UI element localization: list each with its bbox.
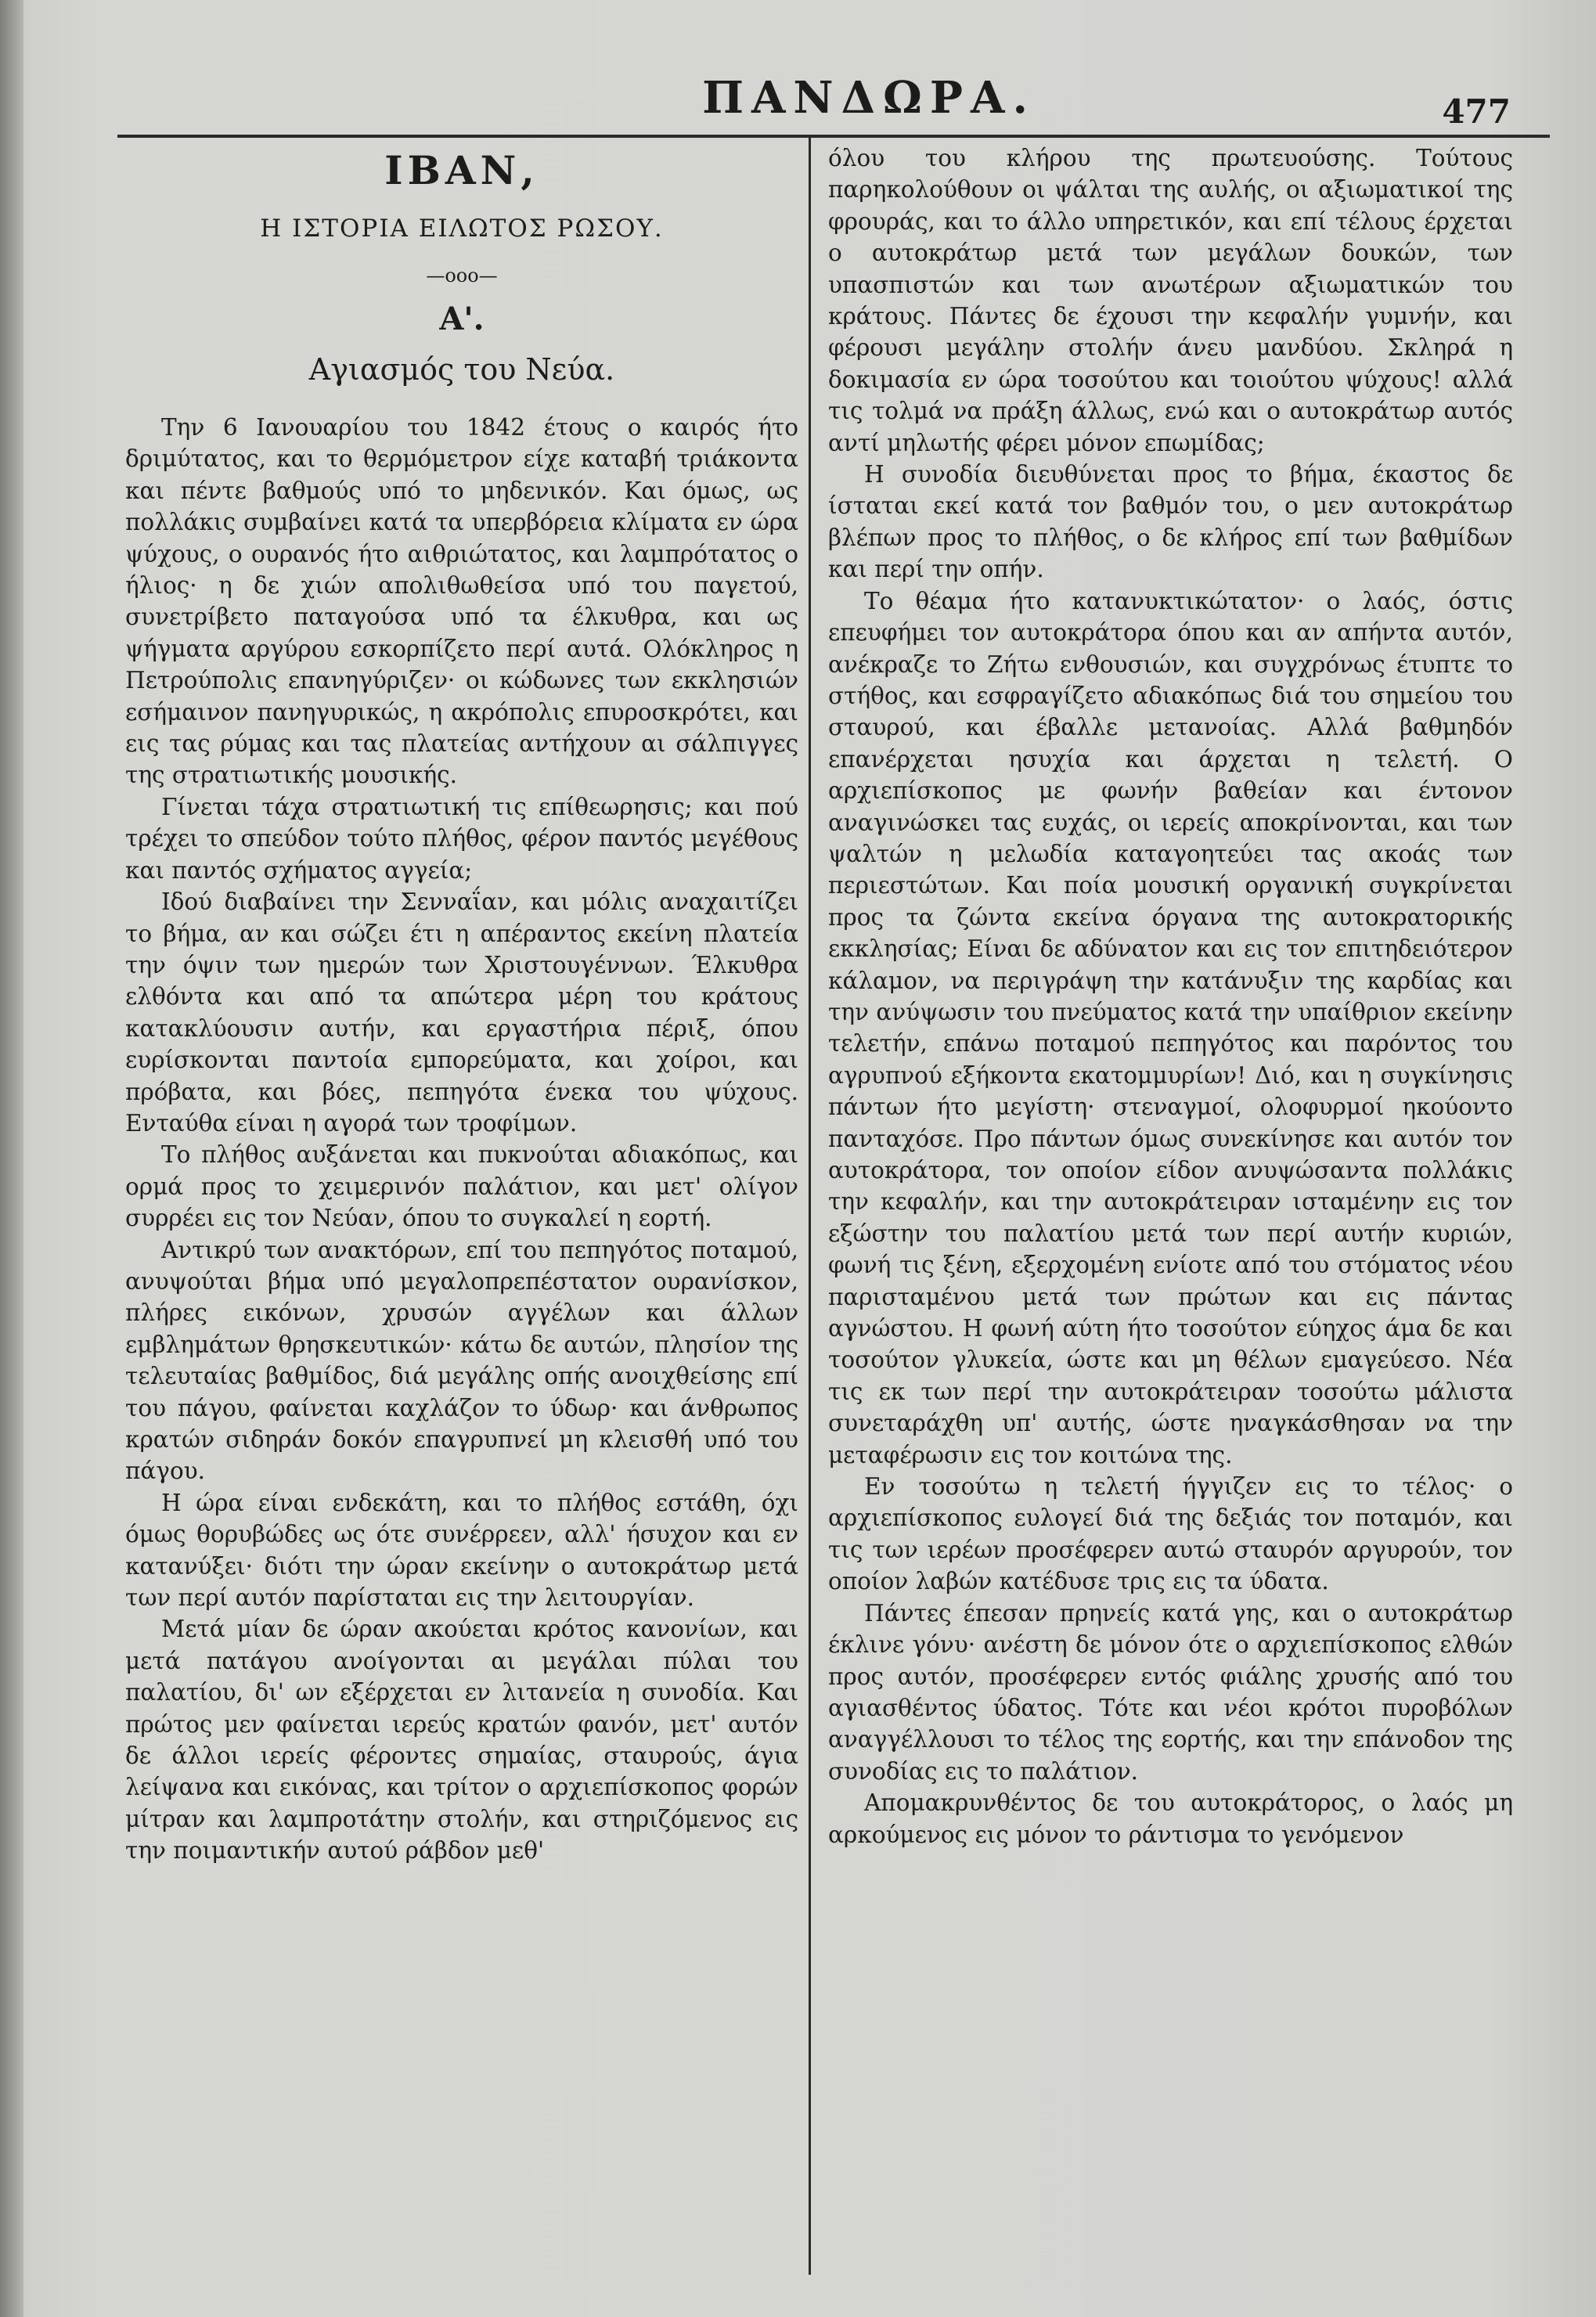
paragraph: Μετά μίαν δε ώραν ακούεται κρότος κανονίων, και μετά πατάγου ανοίγονται αι μεγάλαι πύλαι του παλατίου, δι' ων εξέρχεται εν λιτανεία η συνοδία. Και πρώτος μεν φαίνεται ιερεύς κρατών φανόν, μετ' αυτόν δε άλλοι ιερείς φέροντες σημαίας, σταυρούς, άγια λείψανα και εικόνας, και τρίτον ο αρχιεπίσκοπος φορών μίτραν και λαμπροτάτην στολήν, και στηριζόμενος εις την ποιμαντικήν αυτού ράβδον μεθ' (125, 1616, 798, 1865)
right-column (828, 142, 1513, 1850)
paragraph: Πάντες έπεσαν πρηνείς κατά γης, και ο αυτοκράτωρ έκλινε γόνυ· ανέστη δε μόνον ότε ο αρχιεπίσκοπος ελθών προς αυτόν, προσέφερεν εντός φιάλης χρυσής από του αγιασθέντος ύδατος. Τότε και νέοι κρότοι πυροβόλων αναγγέλλουσι το τέλος της εορτής, και την επάνοδον της συνοδίας εις το παλάτιον. (828, 1599, 1513, 1785)
column-divider (809, 138, 811, 2275)
paragraph: Απομακρυνθέντος δε του αυτοκράτορος, ο λαός μη αρκούμενος εις μόνον το ράντισμα το γενόμενον (828, 1789, 1513, 1848)
left-column (125, 142, 798, 1867)
page-number: 477 (1442, 92, 1511, 131)
paragraph: Το πλήθος αυξάνεται και πυκνούται αδιακόπως, και ορμά προς το χειμερινόν παλάτιον, και μετ' ολίγον συρρέει εις τον Νεύαν, όπου το συγκαλεί η εορτή. (125, 1141, 798, 1232)
binding-spine (0, 0, 23, 2317)
paragraph: Την 6 Ιανουαρίου του 1842 έτους ο καιρός ήτο δριμύτατος, και το θερμόμετρον είχε καταβή τριάκοντα και πέντε βαθμούς υπό το μηδενικόν. Και όμως, ως πολλάκις συμβαίνει κατά τα υπερβόρεια κλίματα εν ώρα ψύχους, ο ουρανός ήτο αιθριώτατος, και λαμπρότατος ο ήλιος· η δε χιών απολιθωθείσα υπό του παγετού, συνετρίβετο παταγούσα υπό τα έλκυθρα, και ως ψήγματα αργύρου εσκορπίζετο περί αυτά. Ολόκληρος η Πετρούπολις επανηγύριζεν· οι κώδωνες των εκκλησιών εσήμαινον πανηγυρικώς, η ακρόπολις επυροσκρότει, και εις τας ρύμας και τας πλατείας αντήχουν αι σάλπιγγες της στρατιωτικής μουσικής. (125, 414, 798, 789)
paragraph: Η συνοδία διευθύνεται προς το βήμα, έκαστος δε ίσταται εκεί κατά τον βαθμόν του, ο μεν αυτοκράτωρ βλέπων προς το πλήθος, ο δε κλήρος επί των βαθμίδων και περί την οπήν. (828, 461, 1513, 583)
chapter-title: Αγιασμός του Νεύα. (308, 352, 615, 387)
paragraph: όλου του κλήρου της πρωτευούσης. Τούτους παρηκολούθουν οι ψάλται της αυλής, οι αξιωματικοί της φρουράς, και το άλλο υπηρετικόν, και επί τέλους έρχεται ο αυτοκράτωρ μετά των μεγάλων δουκών, των υπασπιστών και των ανωτέρων αξιωματικών του κράτους. Πάντες δε έχουσι την κεφαλήν γυμνήν, και φέρουσι μεγάλην στολήν άνευ μανδύου. Σκληρά η δοκιμασία εν ώρα τοσούτου και τοιούτου ψύχους! αλλά τις τολμά να πράξη άλλως, ενώ και ο αυτοκράτωρ αυτός αντί μηλωτής φέρει μόνον επωμίδας; (828, 145, 1513, 456)
paragraph: Εν τοσούτω η τελετή ήγγιζεν εις το τέλος· ο αρχιεπίσκοπος ευλογεί διά της δεξιάς τον ποταμόν, και τις των ιερέων προσέφερεν αυτώ σταυρόν αργυρούν, τον οποίον λαβών κατέδυσε τρις εις τα ύδατα. (828, 1473, 1513, 1595)
paragraph: Η ώρα είναι ενδεκάτη, και το πλήθος εστάθη, όχι όμως θορυβώδες ως ότε συνέρρεεν, αλλ' ήσυχον και εν κατανύξει· διότι την ώραν εκείνην ο αυτοκράτωρ μετά των περί αυτόν παρίσταται εις την λειτουργίαν. (125, 1489, 798, 1612)
paragraph: Ιδού διαβαίνει την Σενναΐαν, και μόλις αναχαιτίζει το βήμα, αν και σώζει έτι η απέραντος εκείνη πλατεία την όψιν των ημερών των Χριστουγέννων. Έλκυθρα ελθόντα και από τα απώτερα μέρη του κράτους κατακλύουσιν αυτήν, και εργαστήρια πέριξ, όπου ευρίσκονται παντοία εμπορεύματα, και χοίροι, και πρόβατα, και βόες, πεπηγότα ένεκα του ψύχους. Ενταύθα είναι η αγορά των τροφίμων. (125, 888, 798, 1137)
header-rule (117, 135, 1550, 138)
title-divider: —οοο— (426, 265, 498, 286)
running-head: ΠΑΝΔΩΡΑ. (702, 72, 1036, 124)
paragraph: Αντικρύ των ανακτόρων, επί του πεπηγότος ποταμού, ανυψούται βήμα υπό μεγαλοπρεπέστατον ουρανίσκον, πλήρες εικόνων, χρυσών αγγέλων και άλλων εμβλημάτων θρησκευτικών· κάτω δε αυτών, πλησίον της τελευταίας βαθμίδος, διά μεγάλης οπής ανοιχθείσης επί του πάγου, φαίνεται καχλάζον το ύδωρ· και άνθρωπος κρατών σιδηράν δοκόν επαγρυπνεί μη κλεισθή υπό του πάγου. (125, 1236, 798, 1485)
chapter-number: Α'. (439, 301, 485, 337)
paragraph: Γίνεται τάχα στρατιωτική τις επίθεωρησις; και πού τρέχει το σπεύδον τούτο πλήθος, φέρον παντός μεγέθους και παντός σχήματος αγγεία; (125, 793, 798, 884)
paragraph: Το θέαμα ήτο κατανυκτικώτατον· ο λαός, όστις επευφήμει τον αυτοκράτορα όπου και αν απήντα αυτόν, ανέκραζε το Ζήτω ενθουσιών, και συγχρόνως έτυπτε το στήθος, και εσφραγίζετο αδιακόπως διά του σημείου του σταυρού, και έβαλλε μετανοίας. Αλλά βαθμηδόν επανέρχεται ησυχία και άρχεται η τελετή. Ο αρχιεπίσκοπος με φωνήν βαθείαν και έντονον αναγινώσκει τας ευχάς, οι ιερείς αποκρίνονται, και των ψαλτών η μελωδία καταγοητεύει τας ακοάς των περιεστώτων. Και ποία μουσική οργανική συγκρίνεται προς τα ζώντα εκείνα όργανα της αυτοκρατορικής εκκλησίας; Είναι δε αδύνατον και εις τον επιτηδειότερον κάλαμον, να περιγράψη την κατάνυξιν της καρδίας και την ανύψωσιν του πνεύματος κατά την υπαίθριον εκείνην τελετήν, επάνω ποταμού πεπηγότος και παρόντος του αγρυπνού εξήκοντα εκατομμυρίων! Διό, και η συγκίνησις πάντων ήτο μεγίστη· στεναγμοί, ολοφυρμοί ηκούοντο πανταχόσε. Προ πάντων όμως συνεκίνησε και αυτόν τον αυτοκράτορα, τον οποίον είδον ανυψώσαντα πολλάκις την κεφαλήν, και την αυτοκράτειραν ισταμένην εις τον εξώστην του παλατίου μετά των περί αυτήν κυριών, φωνή τις ξένη, εξερχομένη ενίοτε από του στόματος νέου παρισταμένου μετά των πρώτων και εις πάντας αγνώστου. Η φωνή αύτη ήτο τοσούτον εύηχος άμα δε και τοσούτον γλυκεία, ώστε και μη θέλων εμαγεύεσο. Νέα τις εκ των περί την αυτοκράτειραν τοσούτω μάλιστα συνεταράχθη υπ' αυτής, ώστε ηναγκάσθησαν να την μεταφέρωσιν εις τον κοιτώνα της. (828, 587, 1513, 1468)
article-subtitle: Η ΙΣΤΟΡΙΑ ΕΙΛΩΤΟΣ ΡΩΣΟΥ. (260, 214, 664, 243)
article-title: ΙΒΑΝ, (384, 147, 539, 193)
